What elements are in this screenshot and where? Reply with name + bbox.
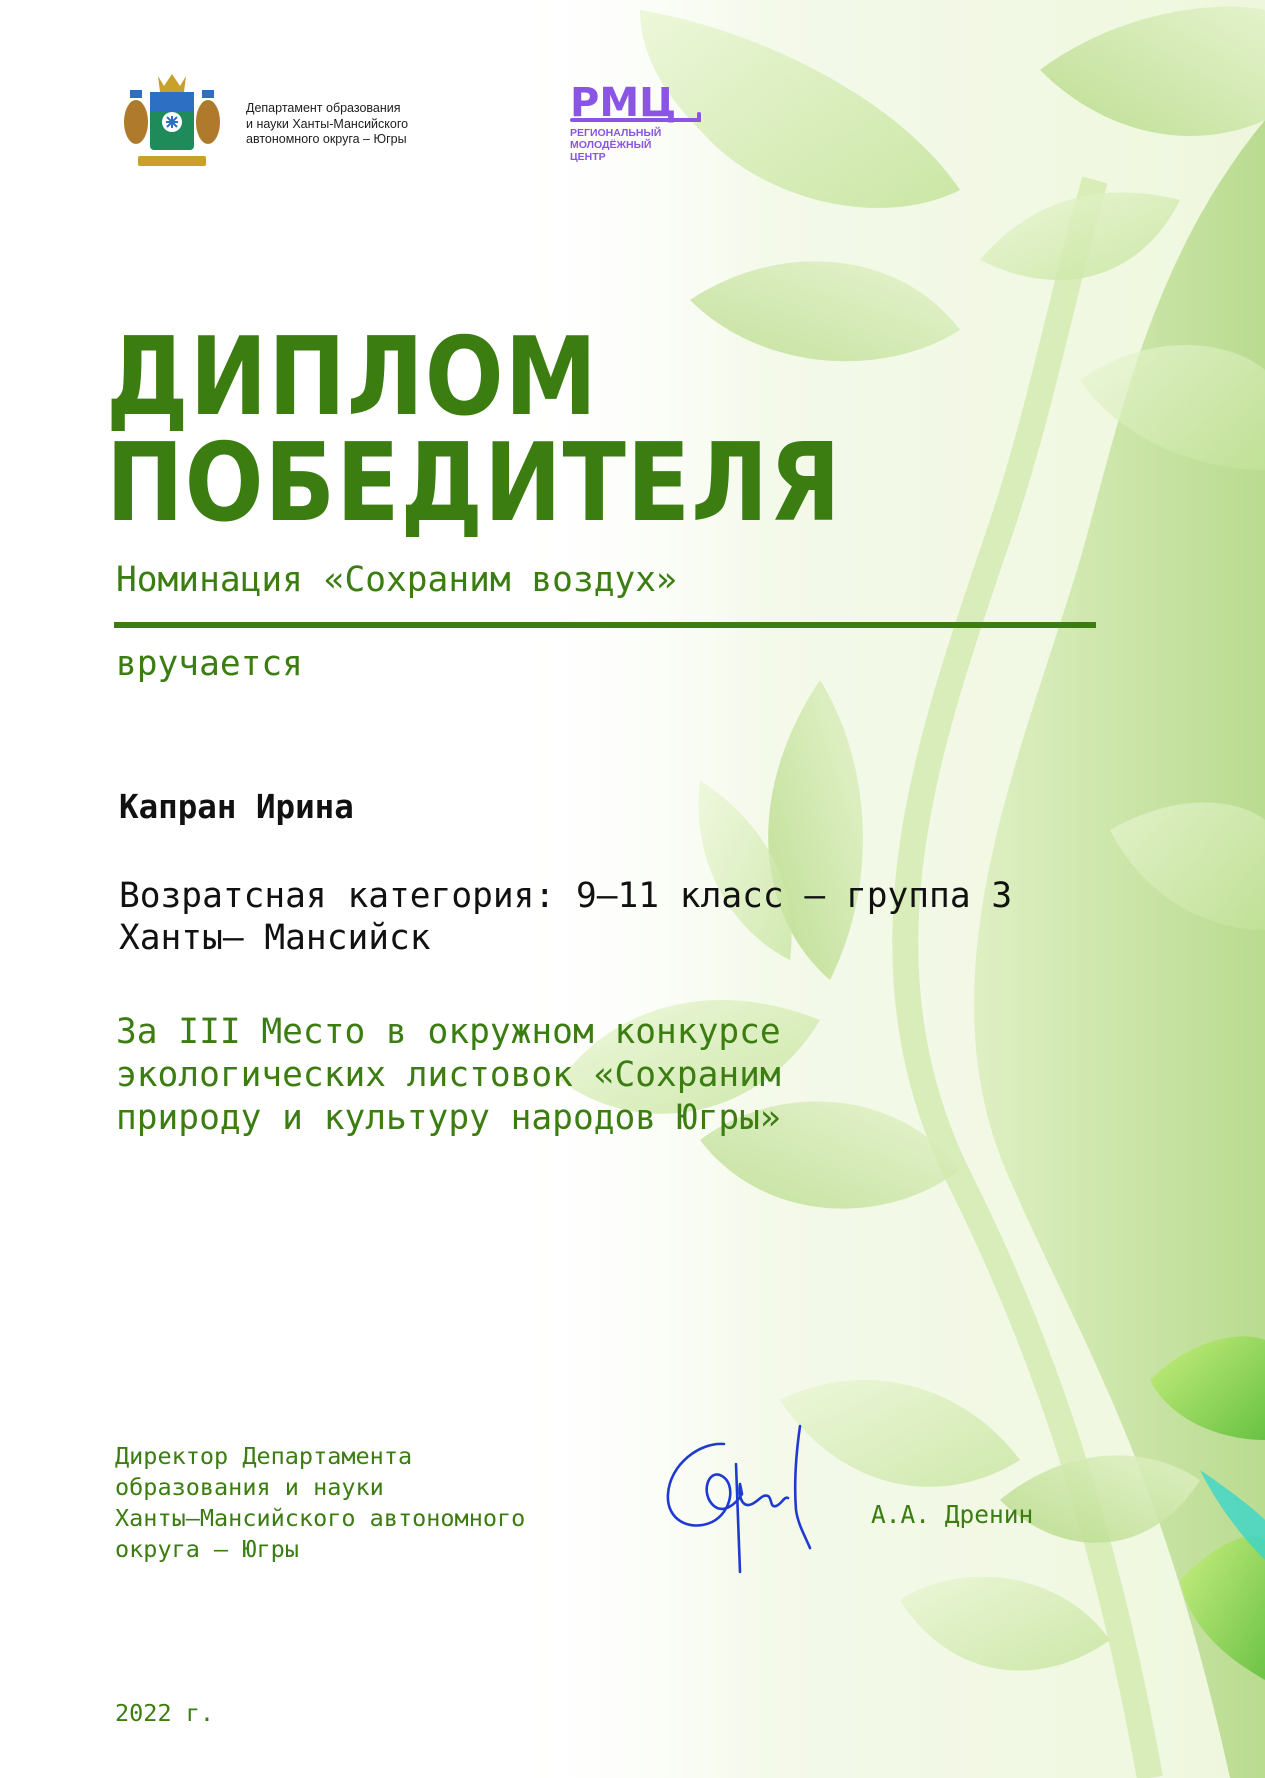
age-category	[119, 875, 1012, 959]
rmc-caption	[570, 127, 661, 163]
handwritten-signature	[660, 1424, 830, 1574]
award-description	[116, 1011, 781, 1140]
director-title	[115, 1441, 525, 1565]
nomination-text: Номинация «Сохраним воздух»	[116, 560, 677, 600]
khmao-coat-of-arms-icon	[120, 72, 224, 172]
award-description-line: природу и культуру народов Югры»	[116, 1098, 781, 1138]
recipient-name: Капран Ирина	[119, 788, 354, 826]
department-name-line: и науки Ханты-Мансийского	[246, 116, 409, 131]
age-category-line: Ханты– Мансийск	[119, 918, 431, 958]
award-description-line: За III Место в окружном конкурсе	[116, 1012, 781, 1052]
department-name-line: Департамент образования	[246, 101, 401, 115]
signer-name: А.А. Дренин	[871, 1500, 1034, 1529]
presented-to-label: вручается	[116, 644, 303, 684]
department-name	[246, 101, 476, 148]
divider-rule	[114, 622, 1096, 628]
rmc-caption-line: РЕГИОНАЛЬНЫЙ	[570, 127, 662, 139]
director-title-line: образования и науки	[115, 1473, 384, 1501]
director-title-line: округа – Югры	[115, 1535, 299, 1563]
director-title-line: Ханты–Мансийского автономного	[115, 1504, 526, 1532]
rmc-caption-line: МОЛОДЁЖНЫЙ	[570, 139, 652, 151]
diploma-title	[106, 315, 842, 546]
diploma-title-line: ПОБЕДИТЕЛЯ	[106, 421, 842, 546]
director-title-line: Директор Департамента	[115, 1442, 413, 1470]
award-description-line: экологических листовок «Сохраним	[116, 1055, 781, 1095]
issue-year: 2022 г.	[115, 1699, 215, 1727]
diploma-title-line: ДИПЛОМ	[106, 315, 598, 440]
age-category-line: Возратсная категория: 9–11 класс – группа 3	[119, 876, 1013, 916]
department-name-line: автономного округа – Югры	[246, 132, 407, 146]
rmc-caption-line: ЦЕНТР	[570, 151, 606, 163]
rmc-logo-text: РМЦ	[570, 80, 677, 126]
